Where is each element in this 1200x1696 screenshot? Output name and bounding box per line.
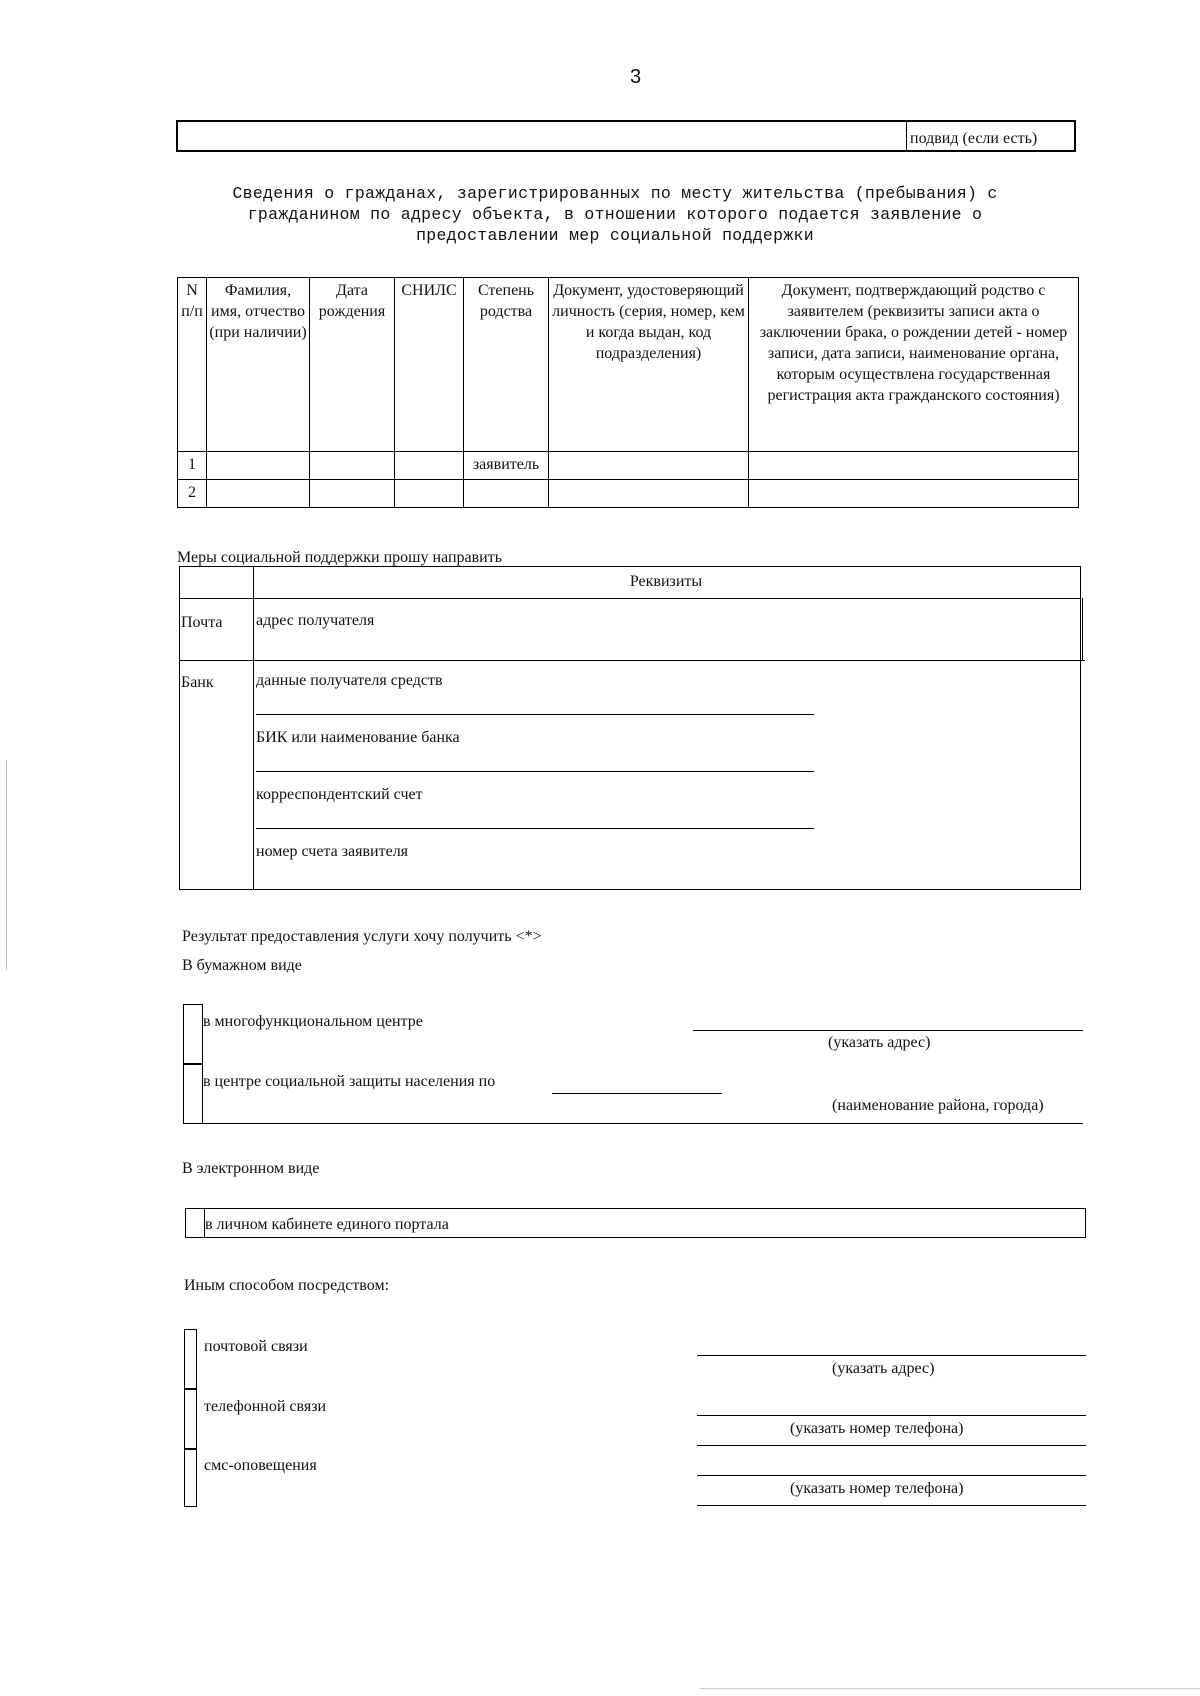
- sms-number-line: [697, 1475, 1086, 1476]
- cell-kinship-document[interactable]: [749, 452, 1079, 480]
- cell-id-document[interactable]: [549, 452, 749, 480]
- result-title: Результат предоставления услуги хочу получить <*>: [182, 928, 542, 945]
- subtype-label: подвид (если есть): [910, 130, 1038, 147]
- col-header-snils: СНИЛС: [395, 278, 464, 452]
- bank-field-corr-account[interactable]: корреспондентский счет: [256, 786, 423, 803]
- cell-relation: заявитель: [464, 452, 549, 480]
- cell-birthdate[interactable]: [310, 480, 395, 508]
- paper-options-bottom: [183, 1123, 1083, 1124]
- bank-field-account-number[interactable]: номер счета заявителя: [256, 843, 409, 860]
- bank-label: Банк: [181, 674, 214, 691]
- intro-line-2: гражданином по адресу объекта, в отношении которого подается заявление о: [247, 205, 983, 224]
- col-header-relation: Степень родства: [464, 278, 549, 452]
- social-center-option-label: в центре социальной защиты населения по: [203, 1073, 496, 1090]
- phone-option-label: телефонной связи: [204, 1398, 327, 1415]
- mfc-address-hint: (указать адрес): [828, 1034, 931, 1051]
- post-checkbox[interactable]: [184, 1329, 197, 1389]
- social-center-checkbox[interactable]: [183, 1064, 203, 1124]
- subtype-divider: [906, 120, 907, 152]
- scan-edge-left: [6, 760, 7, 970]
- mail-field-label[interactable]: адрес получателя: [256, 612, 375, 629]
- col-header-kinship-document: Документ, подтверждающий родство с заявителем (реквизиты записи акта о заключении брака, о рождении детей - номер записи, дата записи, наименование органа, которым осуществлена государственная регистрация акта гражданского состояния): [749, 278, 1079, 452]
- bank-field-recipient-line: [256, 714, 814, 715]
- bank-field-bik-line: [256, 771, 814, 772]
- sms-number-hint: (указать номер телефона): [790, 1480, 964, 1497]
- social-center-district-line: [552, 1093, 722, 1094]
- post-address-hint: (указать адрес): [832, 1360, 935, 1377]
- electronic-title: В электронном виде: [182, 1160, 320, 1177]
- cell-birthdate[interactable]: [310, 452, 395, 480]
- cell-snils[interactable]: [395, 452, 464, 480]
- page-number: 3: [630, 66, 642, 88]
- social-center-district-hint: (наименование района, города): [832, 1097, 1044, 1114]
- intro-line-1: Сведения о гражданах, зарегистрированных по месту жительства (пребывания) с: [232, 184, 998, 203]
- row-number: 1: [178, 452, 207, 480]
- phone-number-line: [697, 1415, 1086, 1416]
- sms-option-label: смс-оповещения: [204, 1457, 317, 1474]
- mfc-address-line: [693, 1030, 1083, 1031]
- cell-name[interactable]: [207, 452, 310, 480]
- cell-name[interactable]: [207, 480, 310, 508]
- measures-col-divider: [253, 566, 254, 890]
- sms-number-bottom-line: [697, 1505, 1086, 1506]
- post-address-line: [697, 1355, 1086, 1356]
- citizens-table: [177, 277, 1079, 508]
- bank-field-corr-account-line: [256, 828, 814, 829]
- cell-relation[interactable]: [464, 480, 549, 508]
- intro-line-3: предоставлении мер социальной поддержки: [416, 226, 814, 245]
- scan-edge-bottom: [700, 1688, 1200, 1689]
- phone-number-hint: (указать номер телефона): [790, 1420, 964, 1437]
- table-row: [178, 452, 1079, 480]
- col-header-id-document: Документ, удостоверяющий личность (серия, номер, кем и когда выдан, код подразделения): [549, 278, 749, 452]
- sms-checkbox[interactable]: [184, 1449, 197, 1507]
- mail-divider: [179, 660, 1085, 661]
- cell-kinship-document[interactable]: [749, 480, 1079, 508]
- phone-checkbox[interactable]: [184, 1389, 197, 1449]
- mfc-checkbox[interactable]: [183, 1004, 203, 1064]
- row-number: 2: [178, 480, 207, 508]
- measures-title: Меры социальной поддержки прошу направить: [177, 549, 503, 566]
- paper-title: В бумажном виде: [182, 957, 302, 974]
- measures-header: Реквизиты: [629, 573, 703, 590]
- cell-snils[interactable]: [395, 480, 464, 508]
- measures-header-divider: [179, 598, 1081, 599]
- mfc-option-label: в многофункциональном центре: [203, 1013, 423, 1030]
- portal-checkbox[interactable]: [185, 1208, 205, 1238]
- portal-option-label: в личном кабинете единого портала: [205, 1216, 449, 1233]
- col-header-birthdate: Дата рождения: [310, 278, 395, 452]
- post-option-label: почтовой связи: [204, 1338, 308, 1355]
- bank-field-bik[interactable]: БИК или наименование банка: [256, 729, 460, 746]
- cell-id-document[interactable]: [549, 480, 749, 508]
- mail-right-border: [1082, 598, 1083, 660]
- bank-field-recipient[interactable]: данные получателя средств: [256, 672, 443, 689]
- phone-number-bottom-line: [697, 1445, 1086, 1446]
- col-header-number: N п/п: [178, 278, 207, 452]
- mail-label: Почта: [181, 614, 223, 631]
- table-row: [178, 480, 1079, 508]
- other-title: Иным способом посредством:: [184, 1277, 390, 1294]
- col-header-name: Фамилия, имя, отчество (при наличии): [207, 278, 310, 452]
